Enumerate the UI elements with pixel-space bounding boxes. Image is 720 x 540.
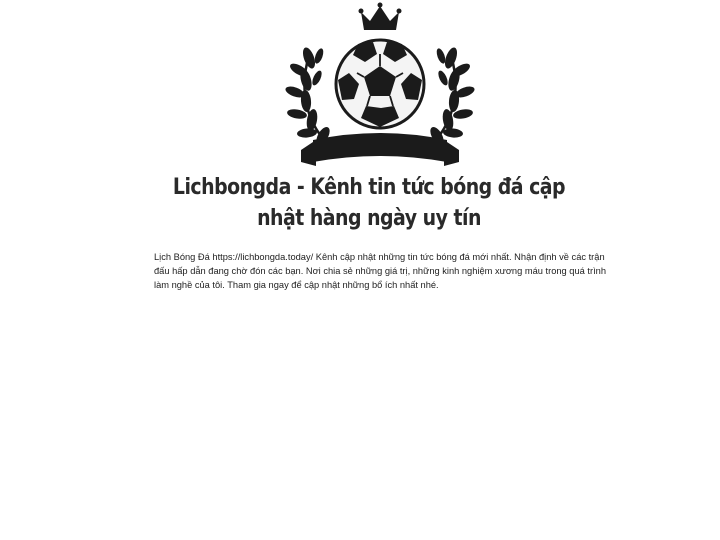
- crown-icon: [359, 3, 402, 31]
- soccer-ball-laurel-icon: [281, 0, 479, 176]
- site-logo: [281, 0, 479, 176]
- soccer-ball-icon: [336, 40, 424, 128]
- right-laurel-icon: [428, 46, 476, 147]
- page-title: Lichbongda - Kênh tin tức bóng đá cập nhật hàng ngày uy tín: [172, 175, 566, 231]
- ribbon-banner-icon: [301, 133, 459, 166]
- left-laurel-icon: [284, 46, 332, 147]
- site-description: Lịch Bóng Đá https://lichbongda.today/ Kênh cập nhật những tin tức bóng đá mới nhất. Nhận định về các trận đấu hấp dẫn đang chờ đón các bạn. Nơi chia sẻ những giá trị, những kinh nghiệm xương máu trong quá trình làm nghề của tôi. Tham gia ngay để cập nhật những bổ ích nhất nhé.: [154, 252, 606, 290]
